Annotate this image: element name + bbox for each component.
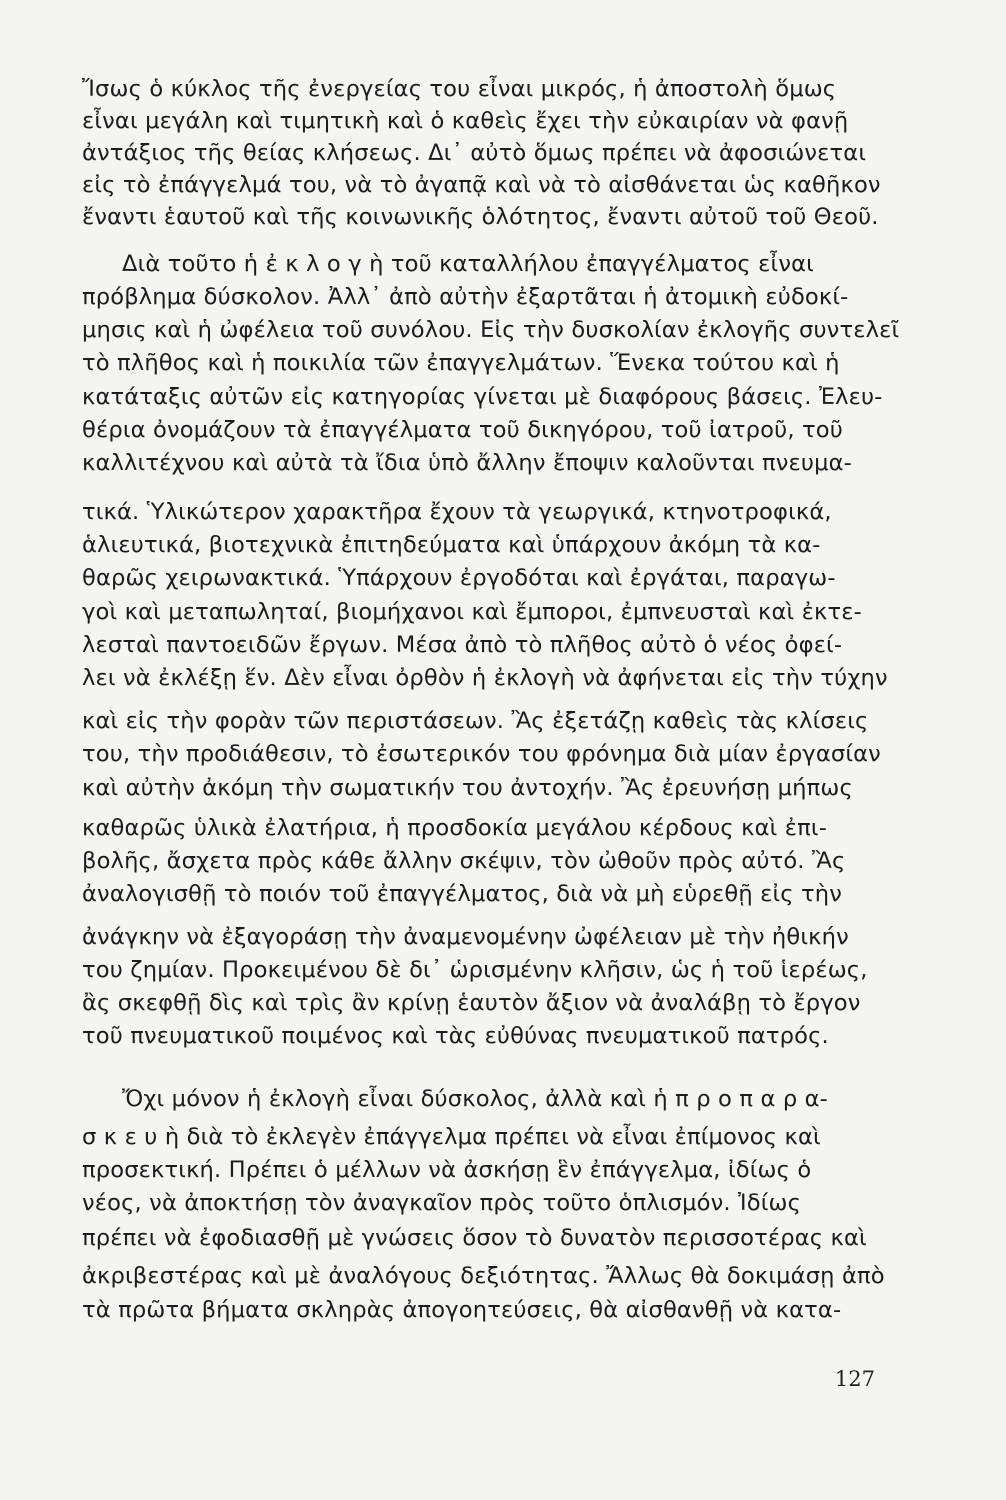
text-line: μησις καὶ ἡ ὠφέλεια τοῦ συνόλου. Εἰς τὴν δυσκολίαν ἐκλογῆς συντελεῖ [82,317,900,343]
text-line: λεσταὶ παντοειδῶν ἔργων. Μέσα ἀπὸ τὸ πλῆθος αὐτὸ ὁ νέος ὀφεί- [82,632,843,658]
text-line: Διὰ τοῦτο ἡ ἐ κ λ ο γ ὴ τοῦ καταλλήλου ἐπαγγέλματος εἶναι [122,251,814,277]
text-line: γοὶ καὶ μεταπωληταί, βιομήχανοι καὶ ἔμποροι, ἐμπνευσταὶ καὶ ἐκτε- [82,599,862,625]
text-line: του ζημίαν. Προκειμένου δὲ δι᾽ ὡρισμένην κλῆσιν, ὡς ἡ τοῦ ἱερέως, [82,957,868,983]
text-line: ἀνάγκην νὰ ἐξαγοράσῃ τὴν ἀναμενομένην ὠφέλειαν μὲ τὴν ἠθικήν [82,924,849,950]
text-line: ἀναλογισθῇ τὸ ποιόν τοῦ ἐπαγγέλματος, διὰ νὰ μὴ εὑρεθῇ εἰς τὴν [82,881,843,907]
text-line: καὶ αὐτὴν ἀκόμη τὴν σωματικήν του ἀντοχήν. Ἂς ἐρευνήσῃ μήπως [82,775,853,801]
text-line: νέος, νὰ ἀποκτήσῃ τὸν ἀναγκαῖον πρὸς τοῦτο ὁπλισμόν. Ἰδίως [82,1190,802,1216]
text-line: Ὄχι μόνον ἡ ἐκλογὴ εἶναι δύσκολος, ἀλλὰ καὶ ἡ π ρ ο π α ρ α- [122,1086,828,1112]
text-line: Ἴσως ὁ κύκλος τῆς ἐνεργείας του εἶναι μικρός, ἡ ἀποστολὴ ὅμως [82,76,837,102]
text-line: τὸ πλῆθος καὶ ἡ ποικιλία τῶν ἐπαγγελμάτων. Ἕνεκα τούτου καὶ ἡ [82,350,840,376]
text-line: καλλιτέχνου καὶ αὐτὰ τὰ ἴδια ὑπὸ ἄλλην ἔποψιν καλοῦνται πνευμα- [82,450,852,476]
text-line: τοῦ πνευματικοῦ ποιμένος καὶ τὰς εὐθύνας πνευματικοῦ πατρός. [82,1023,829,1049]
text-line: τὰ πρῶτα βήματα σκληρὰς ἀπογοητεύσεις, θὰ αἰσθανθῇ νὰ κατα- [82,1297,842,1323]
text-line: πρέπει νὰ ἐφοδιασθῇ μὲ γνώσεις ὅσον τὸ δυνατὸν περισσοτέρας καὶ [82,1225,867,1251]
text-line: βολῆς, ἄσχετα πρὸς κάθε ἄλλην σκέψιν, τὸν ὠθοῦν πρὸς αὐτό. Ἂς [82,848,846,874]
text-line: καὶ εἰς τὴν φορὰν τῶν περιστάσεων. Ἂς ἐξετάζῃ καθεὶς τὰς κλίσεις [82,708,869,734]
text-line: καθαρῶς ὑλικὰ ἐλατήρια, ἡ προσδοκία μεγάλου κέρδους καὶ ἐπι- [82,815,828,841]
text-line: θέρια ὀνομάζουν τὰ ἐπαγγέλματα τοῦ δικηγόρου, τοῦ ἰατροῦ, τοῦ [82,417,843,443]
text-line: σ κ ε υ ὴ διὰ τὸ ἐκλεγὲν ἐπάγγελμα πρέπει νὰ εἶναι ἐπίμονος καὶ [82,1124,821,1150]
text-line: ἀκριβεστέρας καὶ μὲ ἀναλόγους δεξιότητας. Ἄλλως θὰ δοκιμάσῃ ἀπὸ [82,1263,885,1289]
text-line: πρόβλημα δύσκολον. Ἀλλ᾽ ἀπὸ αὐτὴν ἐξαρτᾶται ἡ ἀτομικὴ εὐδοκί- [82,284,849,310]
text-line: τικά. Ὑλικώτερον χαρακτῆρα ἔχουν τὰ γεωργικά, κτηνοτροφικά, [82,499,832,525]
text-line: εἶναι μεγάλη καὶ τιμητικὴ καὶ ὁ καθεὶς ἔχει τὴν εὐκαιρίαν νὰ φανῇ [82,108,849,134]
text-line: ἂς σκεφθῇ δὶς καὶ τρὶς ἂν κρίνῃ ἑαυτὸν ἄξιον νὰ ἀναλάβῃ τὸ ἔργον [82,990,861,1016]
text-line: κατάταξις αὐτῶν εἰς κατηγορίας γίνεται μὲ διαφόρους βάσεις. Ἐλευ- [82,384,883,410]
text-line: προσεκτική. Πρέπει ὁ μέλλων νὰ ἀσκήσῃ ἓν ἐπάγγελμα, ἰδίως ὁ [82,1157,812,1183]
page-number: 127 [834,1367,875,1391]
text-line: ἔναντι ἑαυτοῦ καὶ τῆς κοινωνικῆς ὁλότητος, ἔναντι αὐτοῦ τοῦ Θεοῦ. [82,204,879,230]
text-line: λει νὰ ἐκλέξῃ ἕν. Δὲν εἶναι ὀρθὸν ἡ ἐκλογὴ νὰ ἀφήνεται εἰς τὴν τύχην [82,665,888,691]
text-line: εἰς τὸ ἐπάγγελμά του, νὰ τὸ ἀγαπᾷ καὶ νὰ τὸ αἰσθάνεται ὡς καθῆκον [82,172,881,198]
text-line: του, τὴν προδιάθεσιν, τὸ ἐσωτερικόν του φρόνημα διὰ μίαν ἐργασίαν [82,741,881,767]
text-line: θαρῶς χειρωνακτικά. Ὑπάρχουν ἐργοδόται καὶ ἐργάται, παραγω- [82,565,836,591]
text-line: ἀντάξιος τῆς θείας κλήσεως. Δι᾽ αὐτὸ ὅμως πρέπει νὰ ἀφοσιώνεται [82,140,867,166]
text-line: ἁλιευτικά, βιοτεχνικὰ ἐπιτηδεύματα καὶ ὑπάρχουν ἀκόμη τὰ κα- [82,532,821,558]
